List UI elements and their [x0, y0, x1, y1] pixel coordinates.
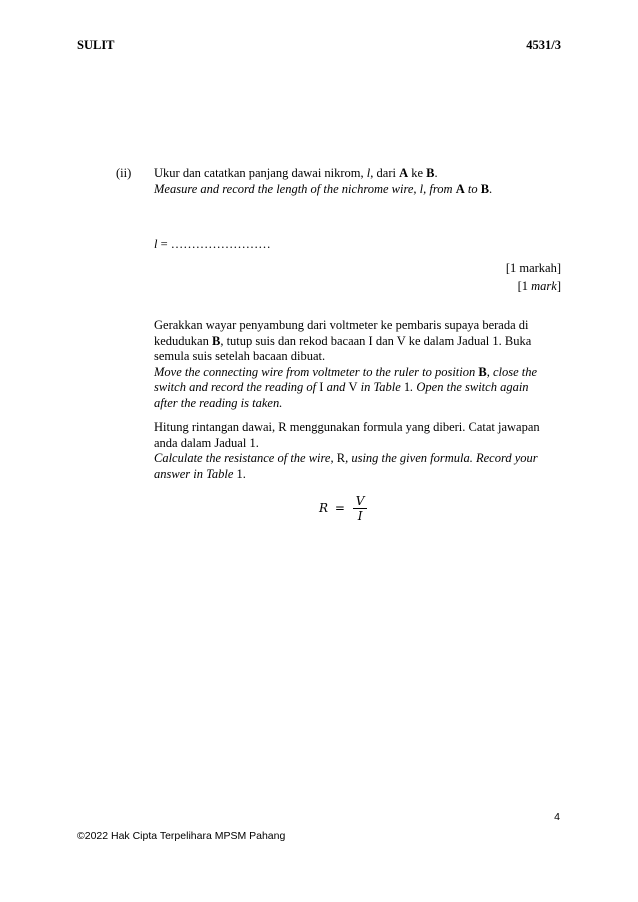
marks-malay: [1 markah]: [505, 261, 561, 275]
formula-fraction: [353, 494, 368, 523]
page-number: 4: [554, 811, 560, 823]
formula-denominator: I: [357, 509, 363, 523]
instruction-calculate: Hitung rintangan dawai, R menggunakan formula yang diberi. Catat jawapan anda dalam Jadual 1. Calculate the resistance of the wire, R, using the given formula. Record your answer in Table 1.: [154, 420, 540, 481]
question-number: (ii): [116, 166, 132, 180]
answer-line[interactable]: l = ……………………: [154, 237, 271, 251]
header-right: 4531/3: [526, 38, 561, 52]
resistance-formula: [319, 494, 367, 523]
copyright-footer: ©2022 Hak Cipta Terpelihara MPSM Pahang: [77, 830, 286, 842]
formula-lhs: R: [319, 501, 329, 515]
question-text: [154, 166, 564, 197]
question-malay: Ukur dan catatkan panjang dawai nikrom, l, dari A ke B.: [154, 166, 438, 180]
formula-numerator: V: [353, 494, 368, 509]
marks-english: [1 mark]: [517, 279, 561, 293]
formula-equals: =: [334, 501, 345, 515]
question-english: Measure and record the length of the nichrome wire, l, from A to B.: [154, 181, 493, 196]
instruction-move-wire: Gerakkan wayar penyambung dari voltmeter ke pembaris supaya berada di kedudukan B, tutup suis dan rekod bacaan I dan V ke dalam Jadual 1. Buka semula suis setelah bacaan dibuat. Move the connecting wire from voltmeter to the ruler to position B, close the switch and record the reading of I and V in Table 1. Open the switch again after the reading is taken.: [154, 318, 538, 410]
header-left: SULIT: [77, 38, 115, 52]
